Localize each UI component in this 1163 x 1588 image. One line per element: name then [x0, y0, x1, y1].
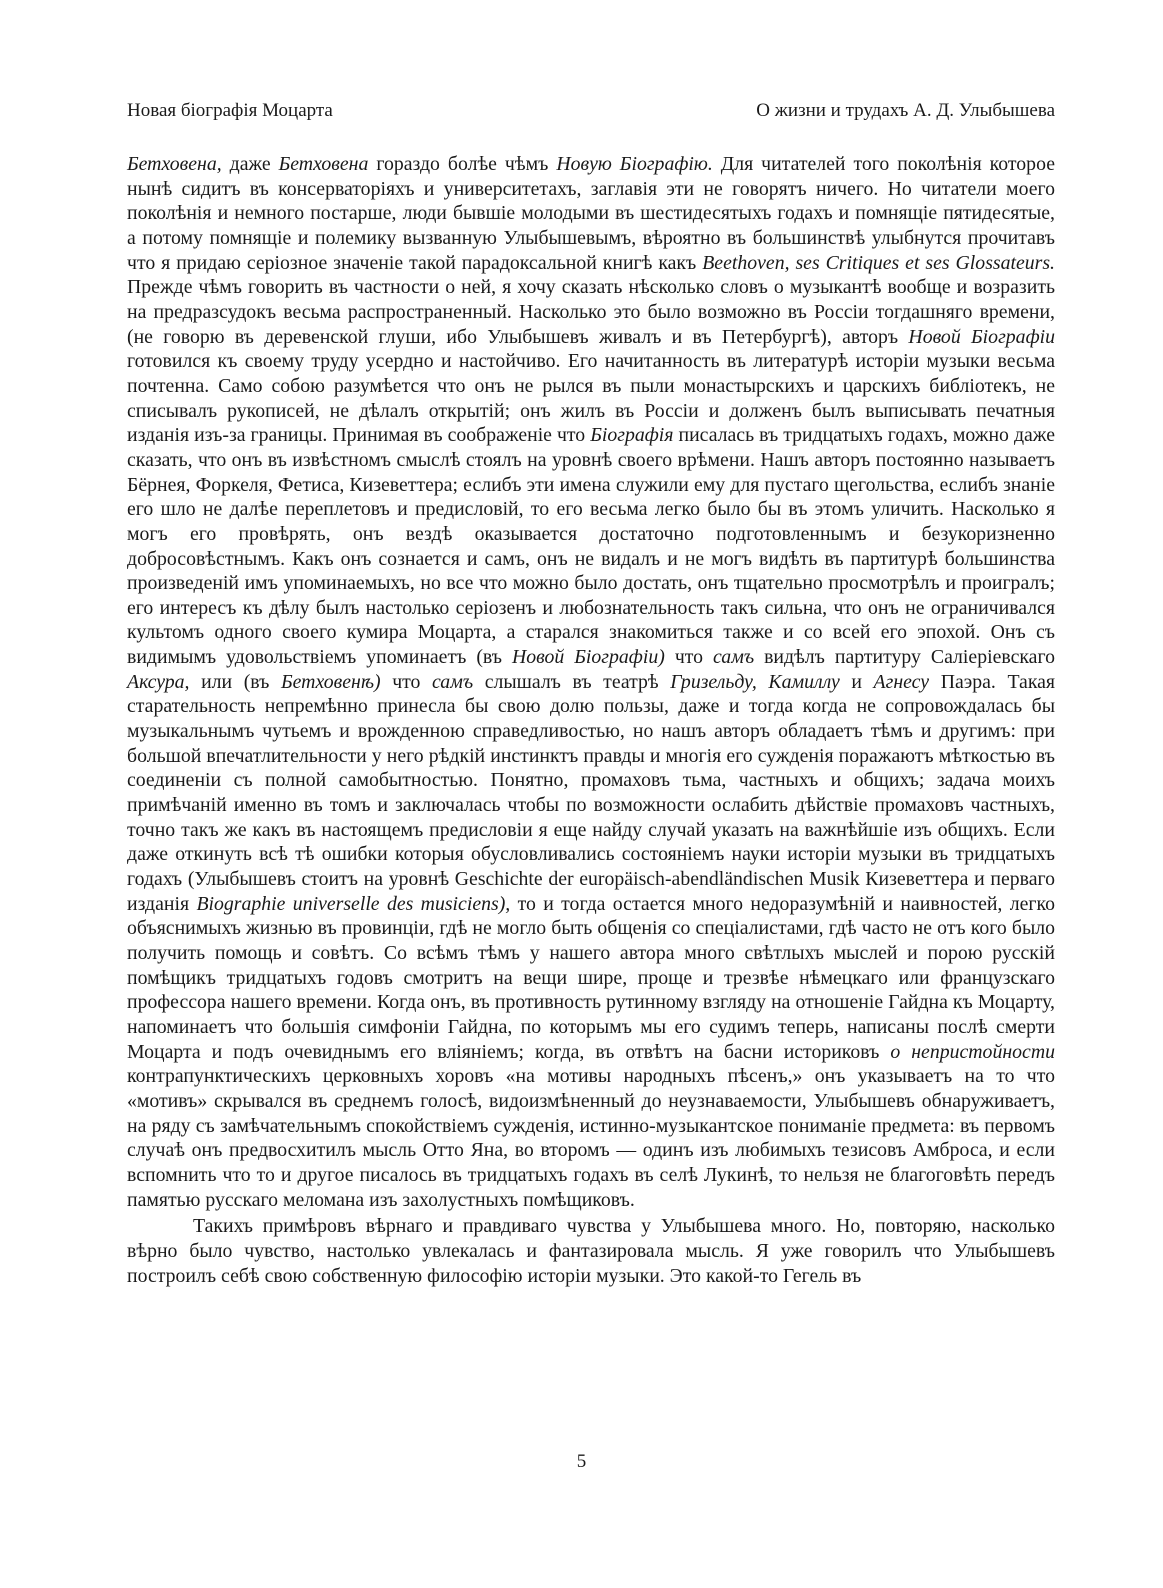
italic-text: Бетховенѣ): [280, 670, 381, 693]
text-run: что: [380, 670, 433, 693]
italic-text: о непристойности: [890, 1040, 1055, 1063]
italic-text: Biographie universelle des musiciens),: [196, 892, 511, 915]
running-header: [127, 100, 1055, 122]
italic-text: Новой Біографіи): [511, 646, 665, 669]
text-run: Прежде чѣмъ говорить въ частности о ней, я хочу сказать нѣсколько словъ о музыкантѣ вообще и возразить на предразсудокъ весьма распространенный. Насколько это было возможно въ Россіи тогдашняго времени, (не говорю въ деревенской глуши, ибо Улыбышевъ живалъ и въ Петербургѣ), авторъ: [127, 276, 1055, 348]
italic-text: самъ: [713, 646, 755, 669]
text-run: даже: [221, 153, 279, 175]
text-run: то и тогда остается много недоразумѣній и наивностей, легко объяснимыхъ жизнью въ провинціи, гдѣ не могло быть общенія со спеціалистами, гдѣ часто не отъ кого было получить помощь и совѣтъ. Со всѣмъ тѣмъ у нашего автора много свѣтлыхъ мыслей и порою русскій помѣщикъ тридцатыхъ годовъ смотритъ на вещи шире, проще и трезвѣе нѣмецкаго или французскаго профессора нашего времени. Когда онъ, въ противность рутинному взгляду на отношеніе Гайдна къ Моцарту, напоминаетъ что большія симфоніи Гайдна, по которымъ мы его судимъ теперь, написаны послѣ смерти Моцарта и подъ очевиднымъ его вліяніемъ; когда, въ отвѣтъ на басни историковъ: [127, 892, 1056, 1063]
text-run: и: [839, 670, 874, 693]
italic-text: Beethoven, ses Critiques et ses Glossateurs.: [702, 251, 1055, 274]
paragraph-2: Такихъ примѣровъ вѣрнаго и правдиваго чувства у Улыбышева много. Но, повторяю, насколько вѣрно было чувство, настолько увлекалась и фантазировала мысль. Я уже говорилъ что Улыбышевъ построилъ себѣ свою собственную философію исторіи музыки. Это какой-то Гегель въ: [127, 1215, 1055, 1287]
body-text: [127, 152, 1055, 1288]
italic-text: самъ: [432, 670, 474, 693]
paragraph-1: [127, 152, 1055, 1212]
text-run: Для читателей того поколѣнія которое нынѣ сидитъ въ консерваторіяхъ и университетахъ, заглавія эти не говорятъ ничего. Но читатели моего поколѣнія и немного постарше, люди бывшіе молодыми въ шестидесятыхъ годахъ и помнящіе пятидесятые, а потому помнящіе и полемику вызванную Улыбышевымъ, вѣроятно въ большинствѣ улыбнутся прочитавъ что я придаю серіозное значеніе такой парадоксальной книгѣ какъ: [127, 153, 1055, 274]
italic-text: Новую Біографію.: [556, 153, 713, 175]
italic-text: Агнесу: [873, 670, 930, 693]
italic-text: Бетховена: [278, 153, 369, 175]
italic-text: Бетховена,: [127, 153, 222, 175]
text-run: что: [664, 646, 714, 669]
text-run: видѣлъ партитуру Саліеріевскаго: [754, 646, 1055, 669]
text-run: контрапунктическихъ церковныхъ хоровъ «на мотивы народныхъ пѣсенъ,» онъ указываетъ на то что «мотивъ» скрывался въ среднемъ голосѣ, видоизмѣненный до неузнаваемости, Улыбышевъ обнаруживаетъ, на ряду съ замѣчательнымъ спокойствіемъ сужденія, истинно-музыкантское пониманіе предмета: въ первомъ случаѣ онъ предвосхитилъ мысль Отто Яна, во второмъ — одинъ изъ любимыхъ тезисовъ Амброса, и если вспомнить что то и другое писалось въ тридцатыхъ годахъ въ селѣ Лукинѣ, то нельзя не благоговѣть передъ памятью русскаго меломана изъ захолустныхъ помѣщиковъ.: [127, 1065, 1055, 1211]
header-left-title: Новая біографія Моцарта: [127, 100, 333, 121]
italic-text: Аксура,: [127, 670, 190, 693]
text-run: или (въ: [189, 670, 281, 693]
text-run: Паэра. Такая старательность непремѣнно принесла бы свою долю пользы, даже и тогда когда не сопровождалась бы музыкальнымъ чутьемъ и врожденною справедливостью, но нашъ авторъ обладаетъ тѣмъ и другимъ: при большой впечатлительности у него рѣдкій инстинктъ правды и многія его сужденія поражаютъ мѣткостью въ соединеніи съ полной самобытностью. Понятно, промаховъ тьма, частныхъ и общихъ; задача моихъ примѣчаній именно въ томъ и заключалась чтобы по возможности ослабить дѣйствіе промаховъ частныхъ, точно такъ же какъ въ настоящемъ предисловіи я еще найду случай указать на важнѣйшіе изъ общихъ. Если даже откинуть всѣ тѣ ошибки которыя обусловливались состояніемъ науки исторіи музыки въ тридцатыхъ годахъ (Улыбышевъ стоитъ на уровнѣ Geschichte der europäisch-abendländischen Musik Кизеветтера и перваго изданія: [127, 670, 1056, 915]
text-run: писалась въ тридцатыхъ годахъ, можно даже сказать, что онъ въ извѣстномъ смыслѣ стоялъ на уровнѣ своего врѣмени. Нашъ авторъ постоянно называетъ Бёрнея, Форкеля, Фетиса, Кизеветтера; еслибъ эти имена служили ему для пустаго щегольства, еслибъ знаніе его шло не далѣе переплетовъ и предисловій, то его весьма легко было бы въ этомъ уличить. Насколько я могъ его провѣрять, онъ вездѣ оказывается достаточно подготовленнымъ и безукоризненно добросовѣстнымъ. Какъ онъ сознается и самъ, онъ не видалъ и не могъ видѣть въ партитурѣ большинства произведеній имъ упоминаемыхъ, но все что можно было достать, онъ тщательно просмотрѣлъ и проигралъ; его интересъ къ дѣлу былъ настолько серіозенъ и любознательность такъ сильна, что онъ не ограничивался культомъ одного своего кумира Моцарта, а старался знакомиться также и со всей его эпохой. Онъ съ видимымъ удовольствіемъ упоминаетъ (въ: [127, 424, 1055, 669]
header-right-title: О жизни и трудахъ А. Д. Улыбышева: [756, 100, 1055, 121]
text-run: гораздо болѣе чѣмъ: [368, 153, 557, 175]
italic-text: Біографія: [590, 424, 674, 447]
italic-text: Гризельду, Камиллу: [670, 670, 840, 693]
italic-text: Новой Біографіи: [908, 325, 1055, 348]
text-run: слышалъ въ театрѣ: [473, 670, 671, 693]
page-number: 5: [576, 1451, 587, 1472]
text-run: готовился къ своему труду усердно и настойчиво. Его начитанность въ литературѣ исторіи музыки весьма почтенна. Само собою разумѣется что онъ не рылся въ пыли монастырскихъ и царскихъ библіотекъ, не списывалъ рукописей, не дѣлалъ открытій; онъ жилъ въ Россіи и долженъ былъ выписывать печатныя изданія изъ-за границы. Принимая въ соображеніе что: [127, 350, 1055, 447]
